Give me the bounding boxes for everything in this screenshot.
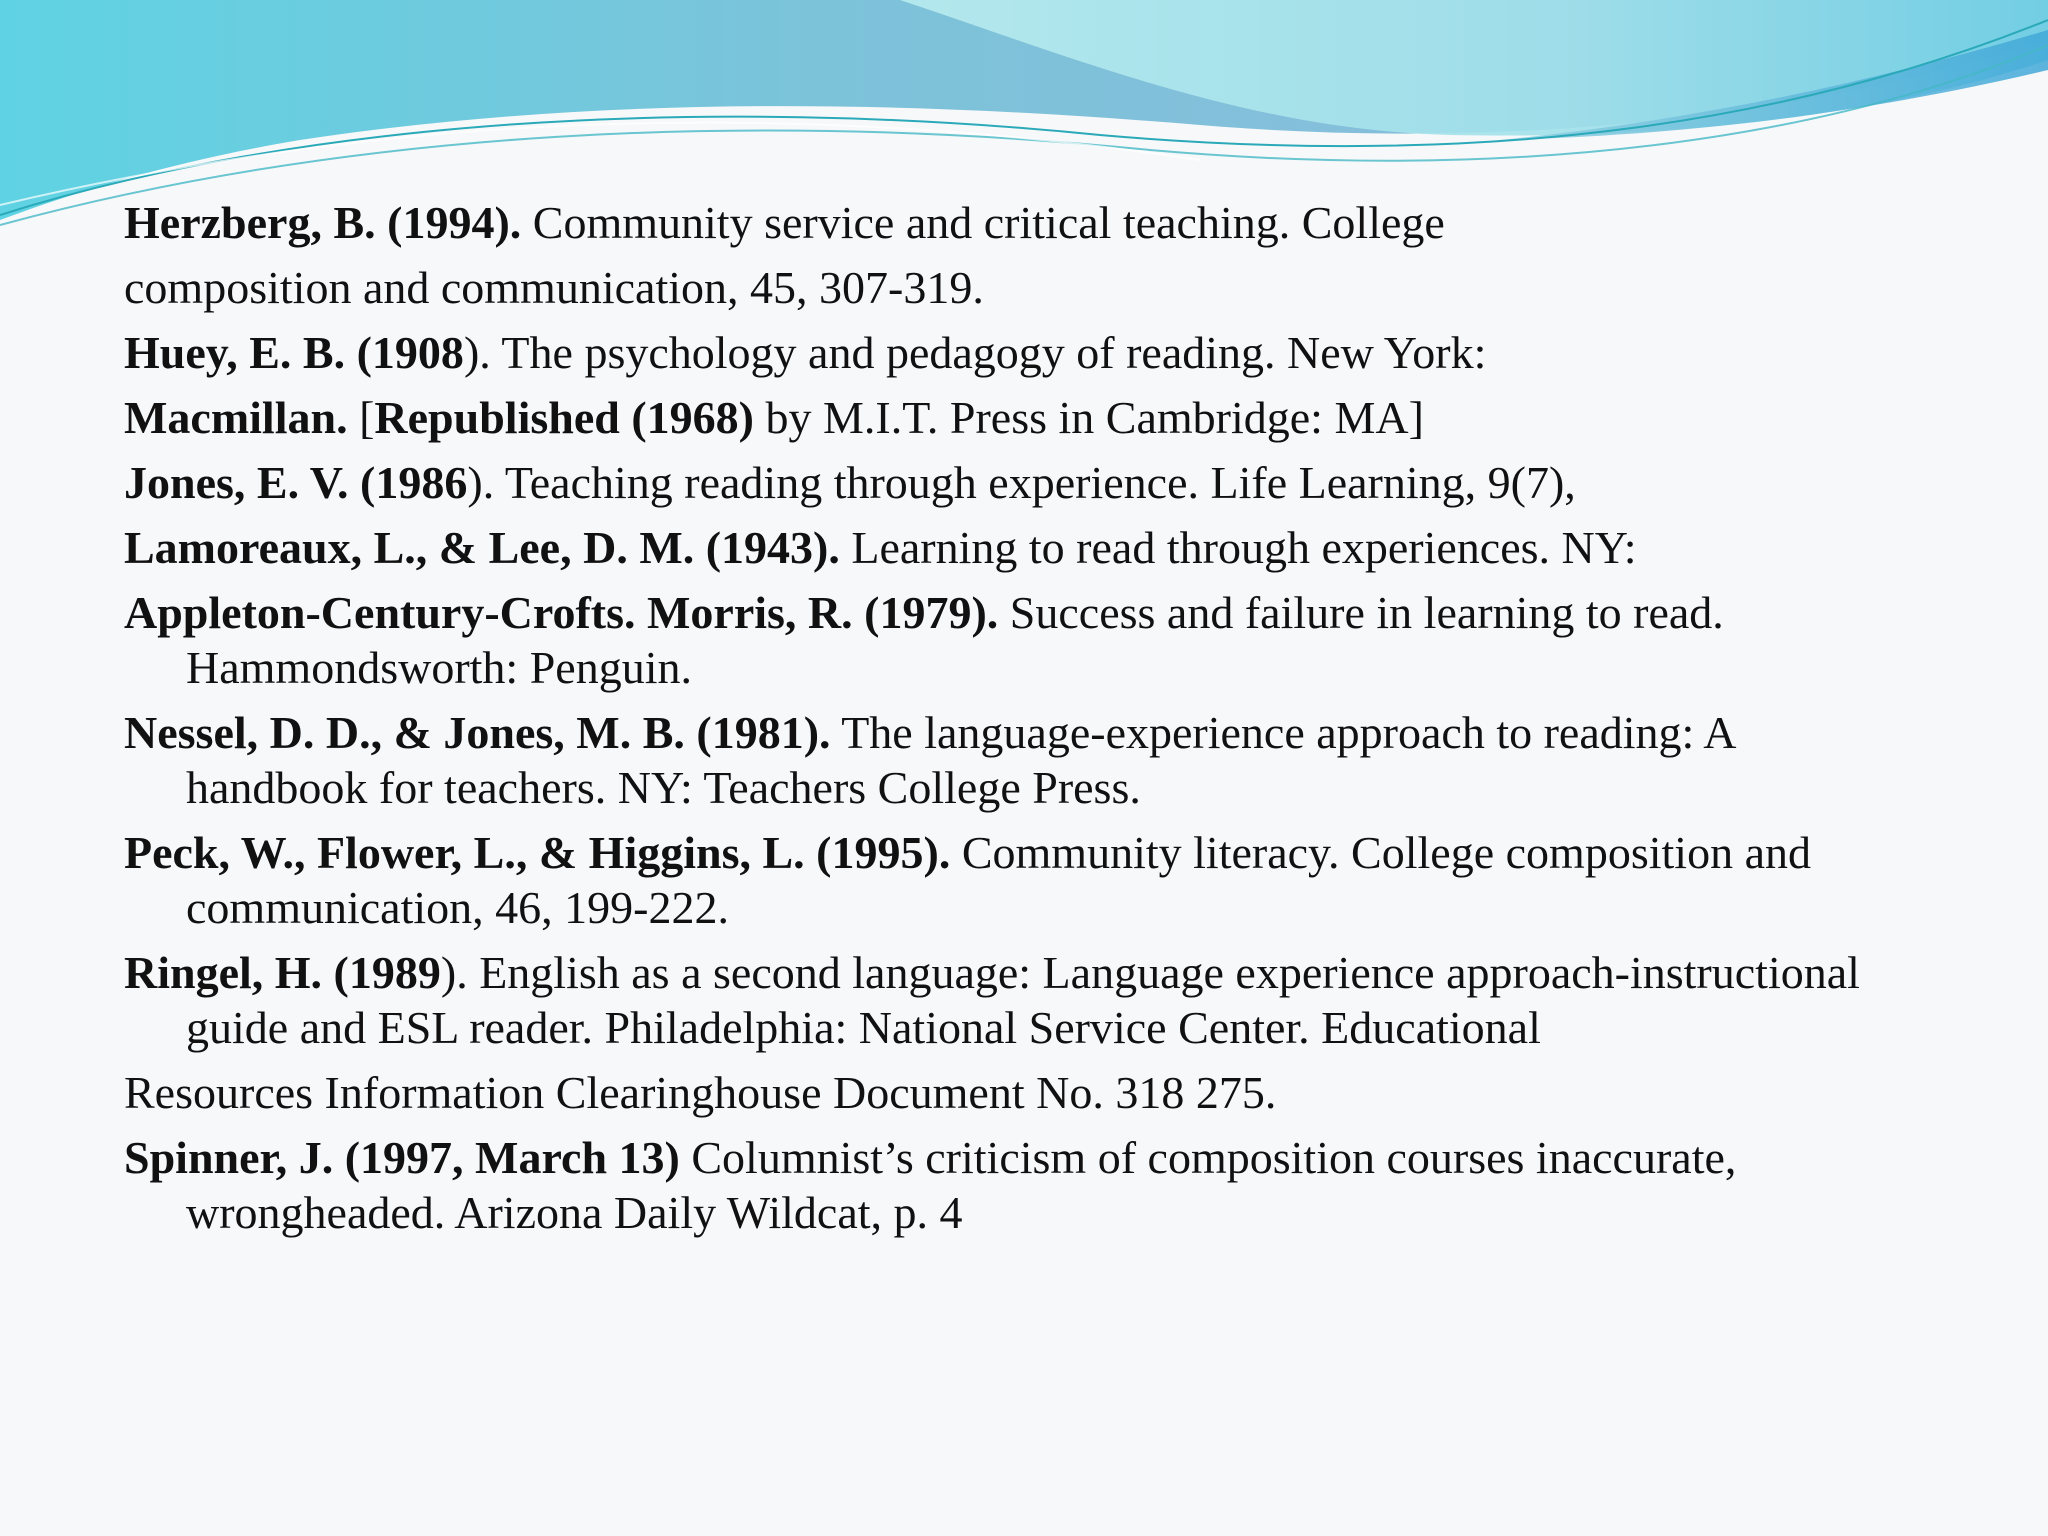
reference-author-year: Appleton-Century-Crofts. Morris, R. (1979). [124, 587, 999, 638]
reference-text: ). Teaching reading through experience. Life Learning, 9(7), [467, 457, 1576, 508]
reference-text: Columnist’s criticism of composition courses inaccurate, wrongheaded. Arizona Daily Wildcat, p. 4 [186, 1132, 1737, 1238]
reference-author-year: Herzberg, B. (1994). [124, 197, 522, 248]
reference-text: Learning to read through experiences. NY: [839, 522, 1637, 573]
reference-nessel [124, 705, 1924, 815]
reference-author-year: Peck, W., Flower, L., & Higgins, L. (1995). [124, 827, 951, 878]
reference-ringel [124, 945, 1924, 1120]
reference-text: composition and communication, 45, 307-319. [124, 262, 984, 313]
reference-peck [124, 825, 1924, 935]
reference-morris [124, 585, 1924, 695]
reference-text-continued: Resources Information Clearinghouse Document No. 318 275. [124, 1067, 1277, 1118]
reference-text: by M.I.T. Press in Cambridge: MA] [753, 392, 1424, 443]
reference-text: Community service and critical teaching. College [521, 197, 1445, 248]
reference-republished: Republished (1968) [374, 392, 754, 443]
reference-text: Success and failure in learning to read. Hammondsworth: Penguin. [186, 587, 1724, 693]
reference-author-year: Jones, E. V. (1986 [124, 457, 468, 508]
reference-author-year: Lamoreaux, L., & Lee, D. M. (1943). [124, 522, 840, 573]
reference-text: ). English as a second language: Language experience approach-instructional guide and ESL reader. Philadelphia: National Service Center. Educational [186, 947, 1860, 1053]
reference-author-year: Huey, E. B. (1908 [124, 327, 464, 378]
reference-text: ). The psychology and pedagogy of reading. New York: [463, 327, 1487, 378]
reference-huey [124, 325, 1924, 380]
reference-author-year: Ringel, H. (1989 [124, 947, 441, 998]
reference-lamoreaux [124, 520, 1924, 575]
reference-herzberg-continued [124, 260, 1924, 315]
reference-text: The language-experience approach to reading: A handbook for teachers. NY: Teachers College Press. [186, 707, 1734, 813]
reference-herzberg [124, 195, 1924, 250]
reference-author-year: Nessel, D. D., & Jones, M. B. (1981). [124, 707, 831, 758]
reference-jones [124, 455, 1924, 510]
reference-text: [ [347, 392, 375, 443]
reference-publisher: Macmillan. [124, 392, 348, 443]
reference-author-year: Spinner, J. (1997, March 13) [124, 1132, 680, 1183]
reference-spinner [124, 1130, 1924, 1240]
reference-macmillan [124, 390, 1924, 445]
reference-text: Community literacy. College composition and communication, 46, 199-222. [186, 827, 1811, 933]
references-list [124, 195, 1924, 1250]
